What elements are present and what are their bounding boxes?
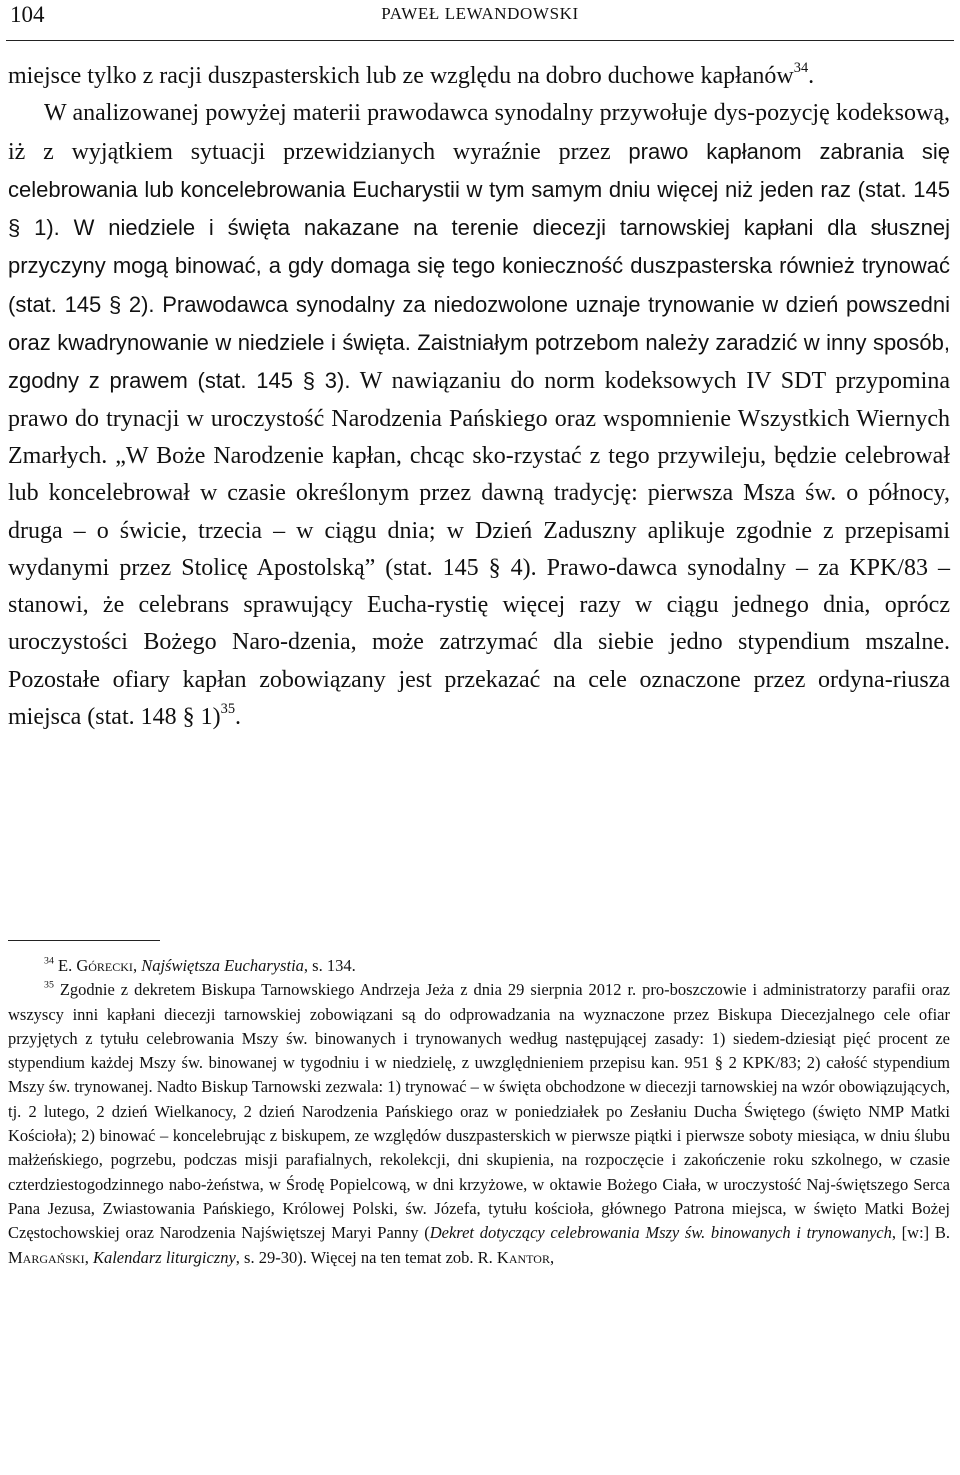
footnote-text: , [w:] B.: [891, 1223, 950, 1243]
author-initial: E.: [58, 956, 77, 975]
paragraph-text: W nawiązaniu do norm kodeksowych IV SDT przypomina prawo do trynacji w uroczystość Narodzenia Pańskiego oraz wspomnienie Wszystkich Wiernych Zmarłych. „W Boże Narodzenie kapłan, chcąc sko-rzystać z tego przywileju, będzie celebrował lub koncelebrował w czasie określonym przez dawną tradycję: pierwsza Msza św. o północy, druga – o świcie, trzecia – w ciągu dnia; w Dzień Zaduszny aplikuje zgodnie z przepisami wydanymi przez Stolicę Apostolską” (stat. 145 § 4). Prawo-dawca synodalny – za KPK/83 – stanowi, że celebrans sprawujący Eucha-rystię więcej razy w ciągu jednego dnia, oprócz uroczystości Bożego Naro-dzenia, może zatrzymać dla siebie jedno stypendium mszalne. Pozostałe ofiary kapłan zobowiązany jest przekazać na cele oznaczone przez ordyna-riusza miejsca (stat. 148 § 1): [8, 368, 951, 731]
paragraph-text: miejsce tylko z racji duszpasterskich lub ze względu na dobro duchowe kapłanów: [8, 63, 794, 89]
running-head: PAWEŁ LEWANDOWSKI: [381, 4, 579, 23]
footnote-ref-35[interactable]: 35: [220, 701, 236, 718]
footnote-text: Zgodnie z dekretem Biskupa Tarnowskiego Andrzeja Jeża z dnia 29 sierpnia 2012 r. pro-boszczowie i administratorzy parafii oraz wszyscy inni kapłani diecezji tarnowskiej zobowiązani są do odprowadzania na wyznaczone przez Biskupa Diecezjalnego cele ofiar przyjętych z tytułu celebrowania Mszy św. binowanych i trynowanych według następującej zasady: 1) siedem-dziesiąt pięć procent ze stypendium każdej Mszy św. binowanej w tygodniu i w niedzielę, z uwzględnieniem przepisu kan. 951 § 2 KPK/83; 2) całość stypendium Mszy św. trynowanej. Nadto Biskup Tarnowski zezwala: 1) trynować – w święta obchodzone w diecezji tarnowskiej na wzór obowiązujących, tj. 2 lutego, 2 dzień Wielkanocy, 2 dzień Narodzenia Pańskiego oraz w poniedziałek po Zesłaniu Ducha Świętego (święto NMP Matki Kościoła); 2) binować – koncelebrując z biskupem, ze względów duszpasterskich w pierwsze piątki i pierwsze soboty miesiąca, w dniu ślubu małżeńskiego, pogrzebu, podczas misji parafialnych, rekolekcji, dni skupienia, na rozpoczęcie i zakończenie roku szkolnego, w czasie czterdziestogodzinnego nabo-żeństwa, w Środę Popielcową, w dni krzyżowe, w oktawie Bożego Ciała, w uroczystość Naj-świętszego Serca Pana Jezusa, Zwiastowania Pańskiego, Królowej Polski, św. Józefa, tytułu kościoła, głównego Patrona miejsca, w święto Matki Bożej Częstochowskiej oraz Narodzenia Najświętszej Maryi Panny (: [8, 980, 951, 1243]
punctuation: ,: [549, 1247, 555, 1267]
footnotes: [8, 954, 950, 1270]
main-text: [8, 58, 950, 736]
paragraph-continued: [8, 58, 950, 95]
quoted-statute-text: prawo kapłanom zabrania się celebrowania lub koncelebrowania Eucharystii w tym samym dniu więcej niż jeden raz (stat. 145 § 1). W niedziele i święta nakazane na terenie diecezji tarnowskiej kapłani dla słusznej przyczyny mogą binować, a gdy domaga się tego konieczność duszpasterska również trynować (stat. 145 § 2). Prawodawca synodalny za niedozwolone uznaje trynowanie w dzień powszedni oraz kwadrynowanie w niedziele i święta. Zaistniałym potrzebom należy zaradzić w inny sposób, zgodny z prawem (stat. 145 § 3).: [8, 138, 950, 394]
work-title: Dekret dotyczący celebrowania Mszy św. binowanych i trynowanych: [429, 1223, 892, 1243]
paragraph: [8, 95, 950, 736]
author-name: Margański: [8, 1247, 85, 1267]
footnote-separator: [8, 940, 160, 941]
footnote-ref-34[interactable]: 34: [793, 60, 809, 77]
citation-rest: , s. 134.: [303, 956, 356, 975]
footnote-35: [8, 978, 950, 1270]
separator: ,: [84, 1247, 93, 1267]
work-title: Kalendarz liturgiczny: [92, 1247, 236, 1267]
work-title: Najświętsza Eucharystia: [141, 956, 304, 975]
page-number: 104: [10, 2, 45, 27]
footnote-number: 34: [44, 955, 54, 967]
footnote-number: 35: [44, 979, 54, 991]
author-name: Górecki: [76, 956, 133, 975]
punctuation: .: [235, 704, 242, 731]
footnote-text: , s. 29-30). Więcej na ten temat zob. R.: [235, 1247, 497, 1267]
page-header: [6, 0, 954, 41]
punctuation: .: [808, 63, 815, 89]
author-name: Kantor: [496, 1247, 550, 1267]
footnote-34: [8, 954, 950, 978]
paragraph-text: W analizowanej powyżej materii prawodawca synodalny przywołuje dys-pozycję kodeksową, iż z wyjątkiem sytuacji przewidzianych wyraźnie przez: [8, 100, 950, 165]
separator: ,: [132, 956, 142, 975]
